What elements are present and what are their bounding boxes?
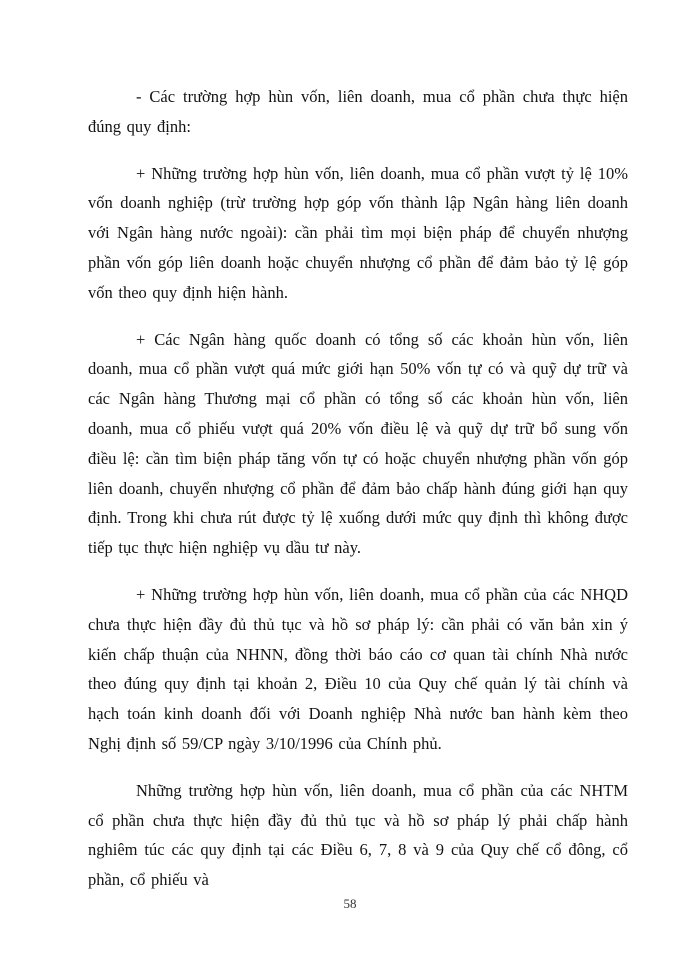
paragraph-case-state-banks-limits: + Các Ngân hàng quốc doanh có tổng số các khoản hùn vốn, liên doanh, mua cổ phần vượt quá mức giới hạn 50% vốn tự có và quỹ dự trữ và các Ngân hàng Thương mại cổ phần có tổng số các khoản hùn vốn, liên doanh, mua cổ phiếu vượt quá 20% vốn điều lệ và quỹ dự trữ bổ sung vốn điều lệ: cần tìm biện pháp tăng vốn tự có hoặc chuyển nhượng phần vốn góp liên doanh, chuyển nhượng cổ phần để đảm bảo chấp hành đúng giới hạn quy định. Trong khi chưa rút được tỷ lệ xuống dưới mức quy định thì không được tiếp tục thực hiện nghiệp vụ dầu tư này. [88, 329, 628, 558]
paragraph-case-nhqd-procedures: + Những trường hợp hùn vốn, liên doanh, mua cổ phần của các NHQD chưa thực hiện đầy đủ thủ tục và hồ sơ pháp lý: cần phải có văn bản xin ý kiến chấp thuận của NHNN, đồng thời báo cáo cơ quan tài chính Nhà nước theo đúng quy định tại khoản 2, Điều 10 của Quy chế quản lý tài chính và hạch toán kinh doanh đối với Doanh nghiệp Nhà nước ban hành kèm theo Nghị định số 59/CP ngày 3/10/1996 của Chính phủ. [88, 584, 628, 753]
page-number: 58 [343, 896, 357, 911]
paragraph-bullet-intro: - Các trường hợp hùn vốn, liên doanh, mua cổ phần chưa thực hiện đúng quy định: [88, 87, 628, 136]
paragraph-case-nhtm-procedures: Những trường hợp hùn vốn, liên doanh, mua cổ phần của các NHTM cổ phần chưa thực hiện đầy đủ thủ tục và hồ sơ pháp lý phải chấp hành nghiêm túc các quy định tại các Điều 6, 7, 8 và 9 của Quy chế cổ đông, cổ phần, cổ phiếu và [88, 780, 628, 890]
paragraph-case-10-percent: + Những trường hợp hùn vốn, liên doanh, mua cổ phần vượt tỷ lệ 10% vốn doanh nghiệp (trừ trường hợp góp vốn thành lập Ngân hàng liên doanh với Ngân hàng nước ngoài): cần phải tìm mọi biện pháp để chuyển nhượng phần vốn góp liên doanh hoặc chuyển nhượng cổ phần để đảm bảo tỷ lệ góp vốn theo quy định hiện hành. [88, 163, 628, 302]
document-body [88, 82, 628, 912]
